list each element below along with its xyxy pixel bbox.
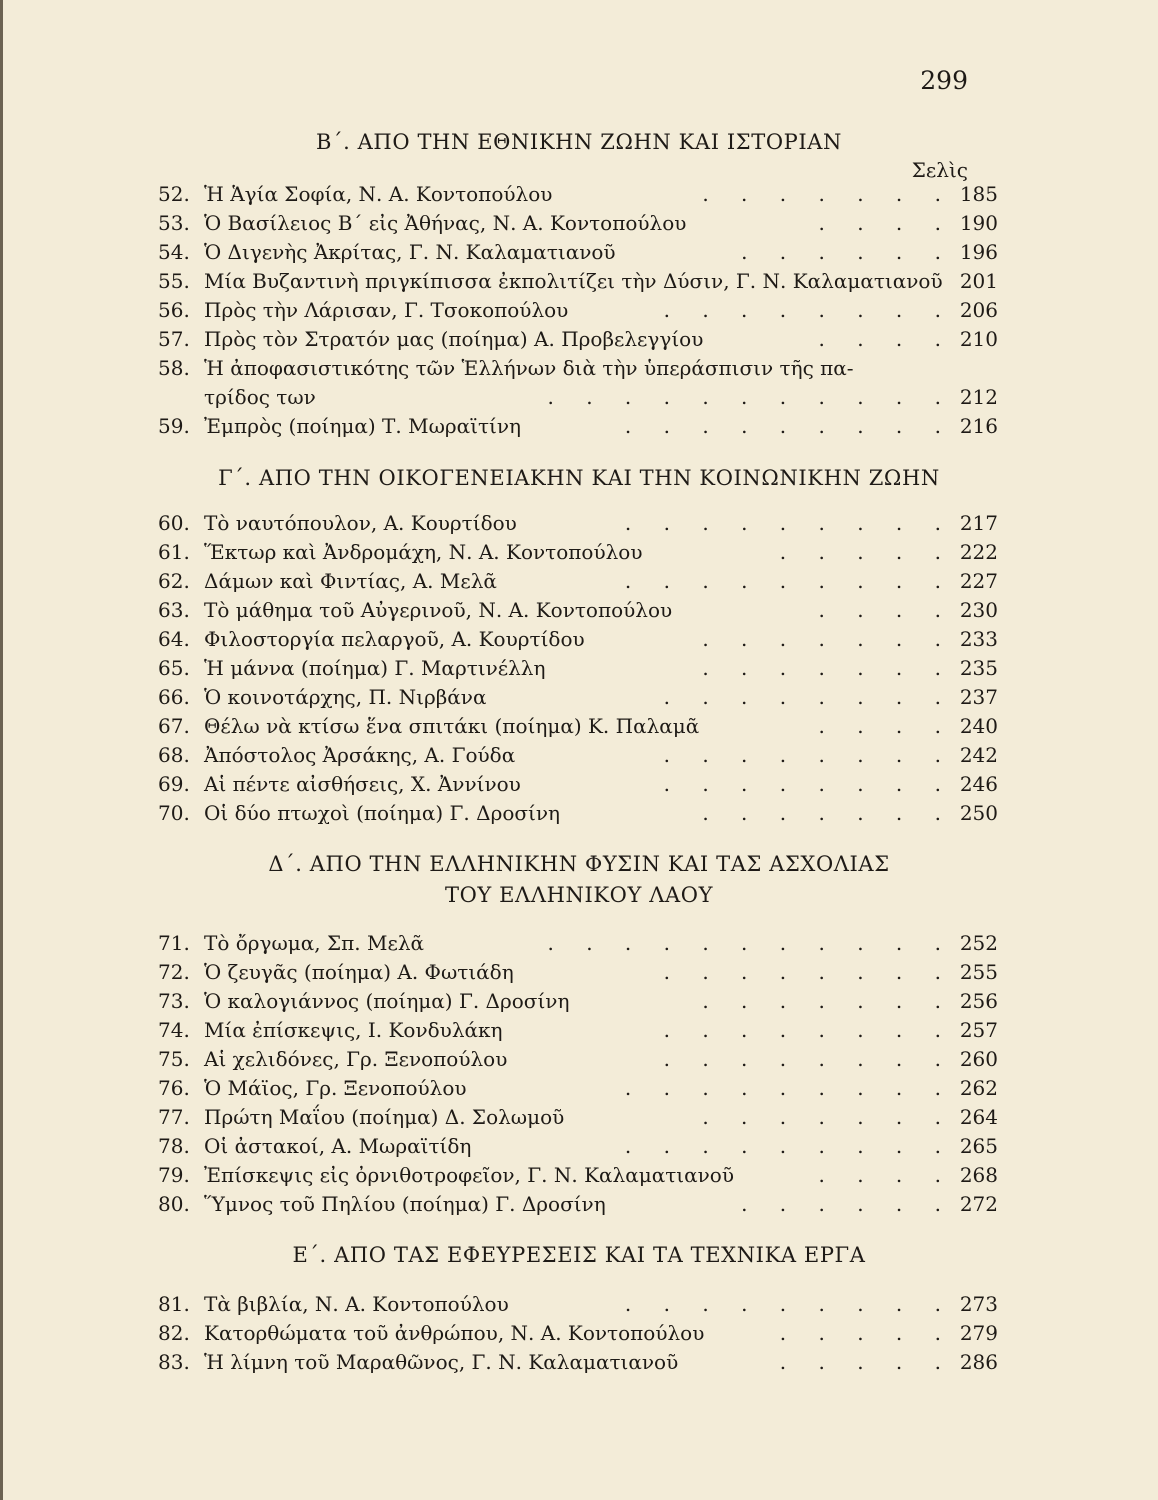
page-number: 299 xyxy=(920,66,968,95)
entry-page-number: 240 xyxy=(959,714,998,738)
toc-entry xyxy=(158,509,998,538)
toc-entry xyxy=(158,987,998,1016)
entry-number: 60. xyxy=(158,511,190,535)
entry-page-number: 185 xyxy=(959,182,998,206)
entry-title: Δάμων καὶ Φιντίας, Α. Μελᾶ xyxy=(204,569,497,593)
page-column-label: Σελὶς xyxy=(911,158,968,182)
toc-entry xyxy=(158,538,998,567)
section-heading-g: Γ΄. ΑΠΟ ΤΗΝ ΟΙΚΟΓΕΝΕΙΑΚΗΝ ΚΑΙ ΤΗΝ ΚΟΙΝΩΝΙΚΗΝ ΖΩΗΝ xyxy=(218,466,940,490)
entry-page-number: 212 xyxy=(959,385,998,409)
toc-entry xyxy=(158,958,998,987)
dot-leader: . . . . . . . . xyxy=(663,298,954,322)
toc-entry xyxy=(158,1016,998,1045)
dot-leader: . . . . . . . . . xyxy=(624,1134,954,1158)
dot-leader: . . . . xyxy=(818,211,954,235)
toc-list-d xyxy=(158,929,998,1219)
entry-title: Πρὸς τὴν Λάρισαν, Γ. Τσοκοπούλου xyxy=(204,298,569,322)
entry-title: Ἐμπρὸς (ποίημα) Τ. Μωραϊτίνη xyxy=(204,414,522,438)
dot-leader: . . . . . . . xyxy=(702,182,954,206)
entry-number: 64. xyxy=(158,627,190,651)
entry-title: Ἡ Ἁγία Σοφία, Ν. Α. Κοντοπούλου xyxy=(204,182,553,206)
section-heading-d-line2: ΤΟΥ ΕΛΛΗΝΙΚΟΥ ΛΑΟΥ xyxy=(444,883,714,907)
entry-number: 61. xyxy=(158,540,190,564)
entry-title: Τὸ μάθημα τοῦ Αὐγερινοῦ, Ν. Α. Κοντοπούλου xyxy=(204,598,673,622)
entry-number: 62. xyxy=(158,569,190,593)
entry-number: 77. xyxy=(158,1105,190,1129)
entry-number: 71. xyxy=(158,931,190,955)
toc-entry xyxy=(158,1103,998,1132)
dot-leader: . . . . xyxy=(818,714,954,738)
entry-title: Αἱ χελιδόνες, Γρ. Ξενοπούλου xyxy=(204,1047,508,1071)
toc-entry xyxy=(158,741,998,770)
entry-title: Ὁ Βασίλειος Β΄ εἰς Ἀθήνας, Ν. Α. Κοντοπούλου xyxy=(204,211,687,235)
toc-entry xyxy=(158,1290,998,1319)
toc-entry xyxy=(158,1319,998,1348)
dot-leader: . . . . . . . . xyxy=(663,772,954,796)
entry-page-number: 235 xyxy=(959,656,998,680)
entry-page-number: 246 xyxy=(959,772,998,796)
entry-page-number: 262 xyxy=(959,1076,998,1100)
toc-list-g xyxy=(158,509,998,828)
dot-leader: . . . . . . . . xyxy=(663,743,954,767)
entry-page-number: 242 xyxy=(959,743,998,767)
toc-entry xyxy=(158,209,998,238)
entry-title: Τὸ ναυτόπουλον, Α. Κουρτίδου xyxy=(204,511,517,535)
entry-page-number: 237 xyxy=(959,685,998,709)
dot-leader: . . . . . . . xyxy=(702,801,954,825)
entry-number: 74. xyxy=(158,1018,190,1042)
entry-title-continued: τρίδος των xyxy=(204,385,316,409)
entry-number: 82. xyxy=(158,1321,190,1345)
entry-title: Ὁ Μάϊος, Γρ. Ξενοπούλου xyxy=(204,1076,467,1100)
toc-entry xyxy=(158,1132,998,1161)
toc-entry xyxy=(158,412,998,441)
entry-page-number: 286 xyxy=(959,1350,998,1374)
entry-number: 59. xyxy=(158,414,190,438)
entry-number: 72. xyxy=(158,960,190,984)
toc-entry xyxy=(158,238,998,267)
entry-page-number: 206 xyxy=(959,298,998,322)
entry-page-number: 217 xyxy=(959,511,998,535)
entry-number: 63. xyxy=(158,598,190,622)
toc-entry xyxy=(158,625,998,654)
dot-leader: . . . . . . xyxy=(741,240,954,264)
entry-title: Ἡ ἀποφασιστικότης τῶν Ἑλλήνων διὰ τὴν ὑπεράσπισιν τῆς πα- xyxy=(204,356,854,380)
dot-leader: . . . . . . . . xyxy=(663,685,954,709)
dot-leader: . . . . xyxy=(818,598,954,622)
entry-title: Αἱ πέντε αἰσθήσεις, Χ. Ἀννίνου xyxy=(204,772,521,796)
toc-entry xyxy=(158,654,998,683)
entry-number: 76. xyxy=(158,1076,190,1100)
entry-page-number: 279 xyxy=(959,1321,998,1345)
entry-title: Ἐπίσκεψις εἰς ὀρνιθοτροφεῖον, Γ. Ν. Καλαματιανοῦ xyxy=(204,1163,734,1187)
page-edge-shadow xyxy=(0,0,3,1500)
entry-number: 79. xyxy=(158,1163,190,1187)
entry-number: 56. xyxy=(158,298,190,322)
entry-page-number: 265 xyxy=(959,1134,998,1158)
entry-page-number: 256 xyxy=(959,989,998,1013)
dot-leader: . . . . . . . . . xyxy=(624,511,954,535)
entry-title: Ἡ μάννα (ποίημα) Γ. Μαρτινέλλη xyxy=(204,656,546,680)
dot-leader: . . . . . xyxy=(779,540,954,564)
entry-title: Κατορθώματα τοῦ ἀνθρώπου, Ν. Α. Κοντοπούλου xyxy=(204,1321,705,1345)
entry-page-number: 210 xyxy=(959,327,998,351)
entry-number: 55. xyxy=(158,269,190,293)
entry-number: 73. xyxy=(158,989,190,1013)
entry-page-number: 273 xyxy=(959,1292,998,1316)
entry-number: 81. xyxy=(158,1292,190,1316)
dot-leader: . . . . . . . . . xyxy=(624,1292,954,1316)
entry-title: Φιλοστοργία πελαργοῦ, Α. Κουρτίδου xyxy=(204,627,585,651)
entry-number: 83. xyxy=(158,1350,190,1374)
entry-number: 58. xyxy=(158,356,190,380)
dot-leader: . . . . . . . . . . . xyxy=(547,931,954,955)
toc-entry xyxy=(158,596,998,625)
toc-entry xyxy=(158,929,998,958)
entry-page-number: 250 xyxy=(959,801,998,825)
toc-entry xyxy=(158,770,998,799)
section-heading-b: Β΄. ΑΠΟ ΤΗΝ ΕΘΝΙΚΗΝ ΖΩΗΝ ΚΑΙ ΙΣΤΟΡΙΑΝ xyxy=(315,130,842,154)
entry-title: Ὁ κοινοτάρχης, Π. Νιρβάνα xyxy=(204,685,487,709)
entry-number: 69. xyxy=(158,772,190,796)
entry-page-number: 264 xyxy=(959,1105,998,1129)
entry-title: Ἀπόστολος Ἀρσάκης, Α. Γούδα xyxy=(204,743,516,767)
entry-page-number: 268 xyxy=(959,1163,998,1187)
entry-page-number: 201 xyxy=(959,269,998,293)
entry-title: Ὁ καλογιάννος (ποίημα) Γ. Δροσίνη xyxy=(204,989,570,1013)
dot-leader: . . . . . . . . xyxy=(663,960,954,984)
entry-page-number: 222 xyxy=(959,540,998,564)
entry-number: 52. xyxy=(158,182,190,206)
dot-leader: . . . . . . . . . . . xyxy=(547,385,954,409)
entry-title: Θέλω νὰ κτίσω ἕνα σπιτάκι (ποίημα) Κ. Παλαμᾶ xyxy=(204,714,700,738)
entry-number: 78. xyxy=(158,1134,190,1158)
entry-title: Ὁ ζευγᾶς (ποίημα) Α. Φωτιάδη xyxy=(204,960,514,984)
toc-entry xyxy=(158,1161,998,1190)
entry-number: 66. xyxy=(158,685,190,709)
entry-title: Μία ἐπίσκεψις, Ι. Κονδυλάκη xyxy=(204,1018,503,1042)
dot-leader: . . . . . . . . . xyxy=(624,414,954,438)
entry-title: Ἡ λίμνη τοῦ Μαραθῶνος, Γ. Ν. Καλαματιανοῦ xyxy=(204,1350,679,1374)
entry-page-number: 196 xyxy=(959,240,998,264)
toc-entry xyxy=(158,799,998,828)
dot-leader: . . . . xyxy=(818,1163,954,1187)
entry-number: 57. xyxy=(158,327,190,351)
entry-title: Οἱ ἀστακοί, Α. Μωραϊτίδη xyxy=(204,1134,472,1158)
entry-title: Ἕκτωρ καὶ Ἀνδρομάχη, Ν. Α. Κοντοπούλου xyxy=(204,540,643,564)
entry-number: 80. xyxy=(158,1192,190,1216)
toc-entry xyxy=(158,683,998,712)
entry-page-number: 233 xyxy=(959,627,998,651)
entry-page-number: 260 xyxy=(959,1047,998,1071)
section-heading-d: Δ΄. ΑΠΟ ΤΗΝ ΕΛΛΗΝΙΚΗΝ ΦΥΣΙΝ ΚΑΙ ΤΑΣ ΑΣΧΟΛΙΑΣ xyxy=(268,852,890,876)
dot-leader: . . . . . . . . xyxy=(663,1018,954,1042)
entry-title: Πρώτη Μαΐου (ποίημα) Δ. Σολωμοῦ xyxy=(204,1105,565,1129)
toc-entry xyxy=(158,267,998,296)
dot-leader: . . . . . . xyxy=(741,1192,954,1216)
entry-page-number: 252 xyxy=(959,931,998,955)
entry-title: Τὰ βιβλία, Ν. Α. Κοντοπούλου xyxy=(204,1292,509,1316)
toc-entry xyxy=(158,1074,998,1103)
entry-number: 65. xyxy=(158,656,190,680)
entry-number: 75. xyxy=(158,1047,190,1071)
section-heading-e: Ε΄. ΑΠΟ ΤΑΣ ΕΦΕΥΡΕΣΕΙΣ ΚΑΙ ΤΑ ΤΕΧΝΙΚΑ ΕΡΓΑ xyxy=(292,1243,866,1267)
entry-title: Πρὸς τὸν Στρατόν μας (ποίημα) Α. Προβελεγγίου xyxy=(204,327,704,351)
toc-entry xyxy=(158,712,998,741)
toc-entry xyxy=(158,325,998,354)
dot-leader: . . . . . . . . . xyxy=(624,1076,954,1100)
dot-leader: . . . . . . . xyxy=(702,656,954,680)
entry-title: Μία Βυζαντινὴ πριγκίπισσα ἐκπολιτίζει τὴν Δύσιν, Γ. Ν. Καλαματιανοῦ xyxy=(204,269,943,293)
toc-entry xyxy=(158,296,998,325)
entry-page-number: 216 xyxy=(959,414,998,438)
dot-leader: . . . . . . . . xyxy=(663,1047,954,1071)
toc-entry xyxy=(158,354,998,412)
dot-leader: . . . . . . . xyxy=(702,989,954,1013)
entry-page-number: 230 xyxy=(959,598,998,622)
entry-page-number: 255 xyxy=(959,960,998,984)
entry-title: Τὸ ὄργωμα, Σπ. Μελᾶ xyxy=(204,931,425,955)
entry-page-number: 272 xyxy=(959,1192,998,1216)
dot-leader: . . . . xyxy=(818,327,954,351)
entry-title: Ὕμνος τοῦ Πηλίου (ποίημα) Γ. Δροσίνη xyxy=(204,1192,606,1216)
entry-number: 53. xyxy=(158,211,190,235)
toc-entry xyxy=(158,1348,998,1377)
dot-leader: . . . . . xyxy=(779,1350,954,1374)
toc-list-e xyxy=(158,1290,998,1377)
entry-title: Ὁ Διγενὴς Ἀκρίτας, Γ. Ν. Καλαματιανοῦ xyxy=(204,240,616,264)
entry-page-number: 190 xyxy=(959,211,998,235)
dot-leader: . . . . . . . xyxy=(702,1105,954,1129)
dot-leader: . . . . . xyxy=(779,1321,954,1345)
entry-number: 67. xyxy=(158,714,190,738)
entry-page-number: 257 xyxy=(959,1018,998,1042)
toc-entry xyxy=(158,1190,998,1219)
entry-number: 70. xyxy=(158,801,190,825)
toc-list-b xyxy=(158,180,998,441)
toc-entry xyxy=(158,180,998,209)
dot-leader: . . . . . . . xyxy=(702,627,954,651)
toc-entry xyxy=(158,567,998,596)
dot-leader: . . . . . . . . . xyxy=(624,569,954,593)
entry-title: Οἱ δύο πτωχοὶ (ποίημα) Γ. Δροσίνη xyxy=(204,801,561,825)
toc-entry xyxy=(158,1045,998,1074)
entry-number: 54. xyxy=(158,240,190,264)
entry-number: 68. xyxy=(158,743,190,767)
entry-page-number: 227 xyxy=(959,569,998,593)
